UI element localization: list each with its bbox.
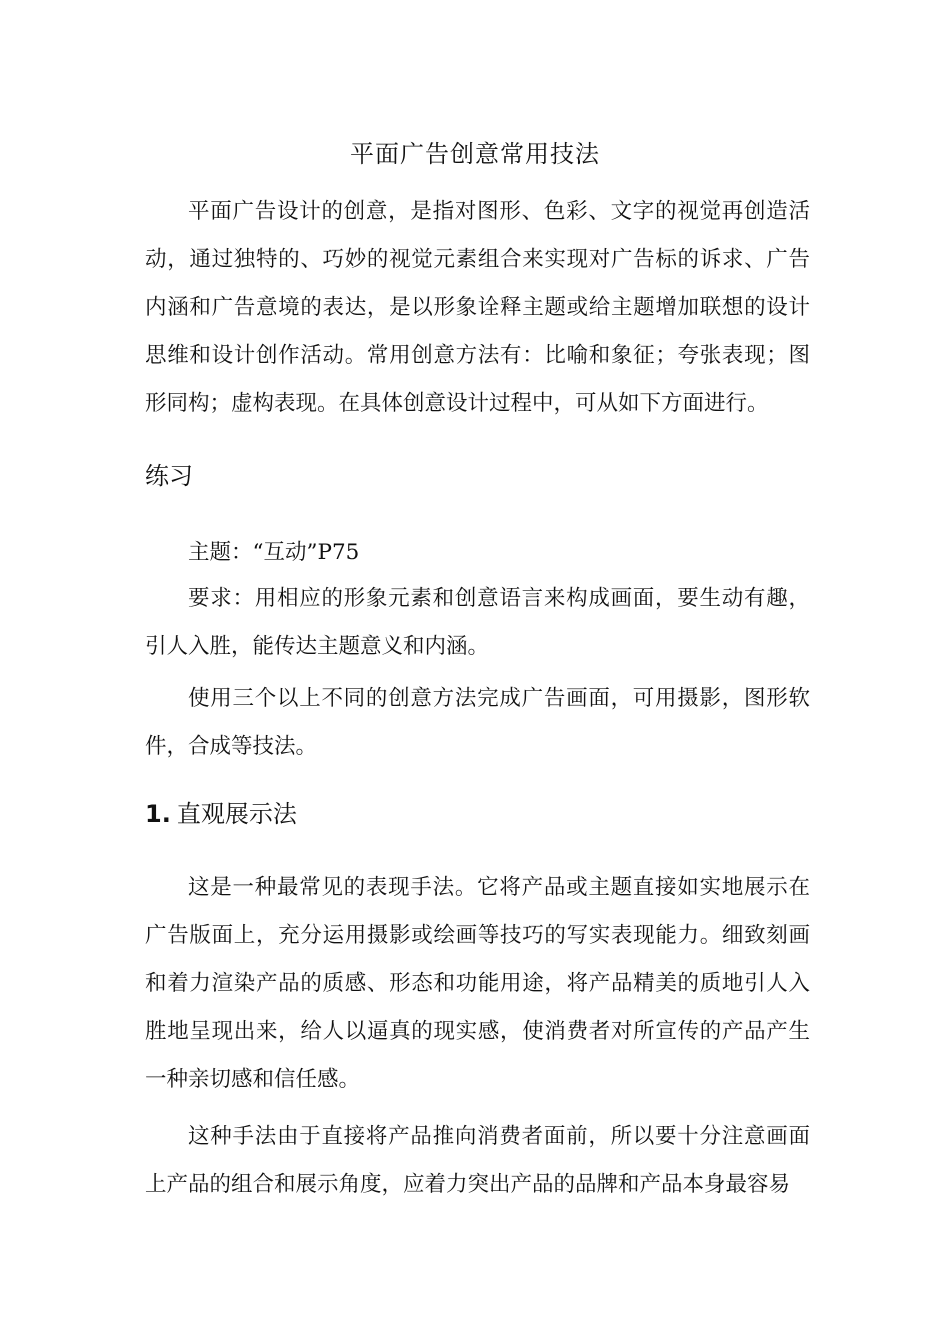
exercise-topic: 主题：“互动”P75 <box>188 540 360 565</box>
section-1-title: 直观展示法 <box>176 800 297 828</box>
section-1-paragraph-2: 这种手法由于直接将产品推向消费者面前，所以要十分注意画面上产品的组合和展示角度，应着力突出产品的品牌和产品本身最容易 <box>145 1124 810 1197</box>
exercise-method: 使用三个以上不同的创意方法完成广告画面，可用摄影，图形软件，合成等技法。 <box>145 686 810 759</box>
section-1-paragraph-1: 这是一种最常见的表现手法。它将产品或主题直接如实地展示在广告版面上，充分运用摄影或绘画等技巧的写实表现能力。细致刻画和着力渲染产品的质感、形态和功能用途，将产品精美的质地引人入胜地呈现出来，给人以逼真的现实感，使消费者对所宣传的产品产生一种亲切感和信任感。 <box>145 875 810 1092</box>
exercise-requirement: 要求：用相应的形象元素和创意语言来构成画面，要生动有趣，引人入胜，能传达主题意义和内涵。 <box>145 586 810 659</box>
exercise-heading: 练习 <box>145 462 193 490</box>
intro-paragraph: 平面广告设计的创意，是指对图形、色彩、文字的视觉再创造活动，通过独特的、巧妙的视觉元素组合来实现对广告标的诉求、广告内涵和广告意境的表达，是以形象诠释主题或给主题增加联想的设计思维和设计创作活动。常用创意方法有：比喻和象征；夸张表现；图形同构；虚构表现。在具体创意设计过程中，可从如下方面进行。 <box>145 199 810 416</box>
section-1-heading <box>145 798 297 830</box>
section-1-number: 1. <box>145 800 171 828</box>
document-title: 平面广告创意常用技法 <box>350 140 600 168</box>
